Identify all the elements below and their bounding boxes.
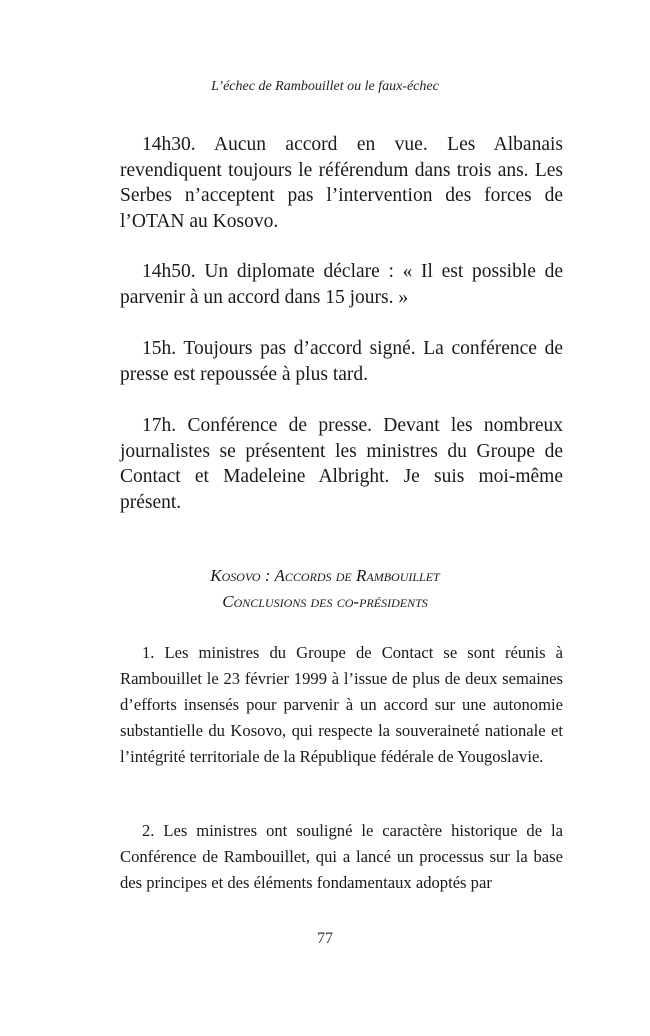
document-paragraph: 1. Les ministres du Groupe de Contact se sont réunis à Rambouillet le 23 février 1999 à l’issue de plus de deux semaines d’efforts insensés pour parvenir à un accord sur une autonomie substantielle du Kosovo, qui respecte la souveraineté nationale et l’intégrité territoriale de la République fédérale de Yougoslavie. [120, 643, 563, 766]
running-head: L’échec de Rambouillet ou le faux-échec [211, 79, 439, 94]
section-title-line-2: Conclusions des co-présidents [222, 592, 428, 611]
journal-entry-17h [120, 413, 563, 515]
journal-paragraph: 14h50. Un diplomate déclare : « Il est possible de parvenir à un accord dans 15 jours. » [120, 261, 563, 308]
journal-entry-1450 [120, 259, 563, 310]
document-paragraph-1 [120, 640, 563, 770]
journal-paragraph: 15h. Toujours pas d’accord signé. La conférence de presse est repoussée à plus tard. [120, 338, 563, 385]
journal-paragraph: 14h30. Aucun accord en vue. Les Albanais revendiquent toujours le référendum dans trois ans. Les Serbes n’acceptent pas l’intervention des forces de l’OTAN au Kosovo. [120, 134, 563, 232]
journal-paragraph: 17h. Conférence de presse. Devant les nombreux journalistes se présentent les ministres du Groupe de Contact et Madeleine Albright. Je suis moi-même présent. [120, 415, 563, 513]
journal-entry-1430 [120, 132, 563, 234]
document-paragraph-2 [120, 818, 563, 896]
document-paragraph: 2. Les ministres ont souligné le caractère historique de la Conférence de Rambouillet, qui a lancé un processus sur la base des principes et des éléments fondamentaux adoptés par [120, 821, 563, 892]
journal-entry-15h [120, 336, 563, 387]
section-title-line-1: Kosovo : Accords de Rambouillet [210, 566, 440, 585]
page-number: 77 [317, 930, 333, 947]
